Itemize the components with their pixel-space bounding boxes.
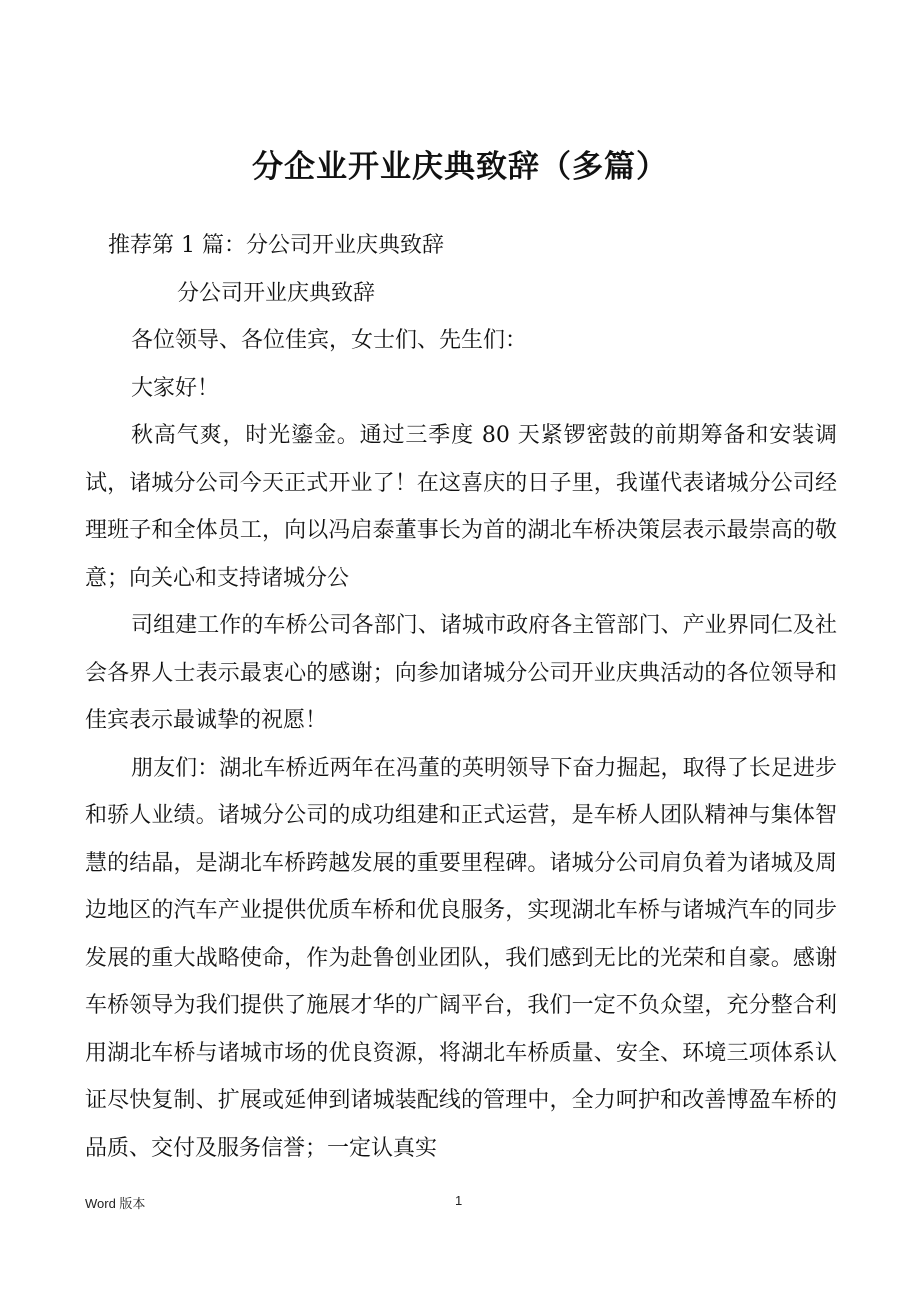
hello-line: 大家好！ <box>131 375 220 401</box>
document-body <box>85 222 837 1172</box>
paragraph-1: 秋高气爽，时光鎏金。通过三季度 80 天紧锣密鼓的前期筹备和安装调试，诸城分公司今天正式开业了！在这喜庆的日子里，我谨代表诸城分公司经理班子和全体员工，向以冯启泰董事长为首的湖北车桥决策层表示最崇高的敬意；向关心和支持诸城分公 <box>85 423 837 591</box>
greeting-line: 各位领导、各位佳宾，女士们、先生们： <box>131 328 528 353</box>
footer-page-number: 1 <box>455 1193 463 1208</box>
paragraph-3: 朋友们：湖北车桥近两年在冯董的英明领导下奋力掘起，取得了长足进步和骄人业绩。诸城分公司的成功组建和正式运营，是车桥人团队精神与集体智慧的结晶，是湖北车桥跨越发展的重要里程碑。诸城分公司肩负着为诸城及周边地区的汽车产业提供优质车桥和优良服务，实现湖北车桥与诸城汽车的同步发展的重大战略使命，作为赴鲁创业团队，我们感到无比的光荣和自豪。感谢车桥领导为我们提供了施展才华的广阔平台，我们一定不负众望，充分整合利用湖北车桥与诸城市场的优良资源，将湖北车桥质量、安全、环境三项体系认证尽快复制、扩展或延伸到诸城装配线的管理中，全力呵护和改善博盈车桥的品质、交付及服务信誉；一定认真实 <box>85 755 837 1161</box>
speech-subtitle: 分公司开业庆典致辞 <box>177 280 376 306</box>
paragraph-2: 司组建工作的车桥公司各部门、诸城市政府各主管部门、产业界同仁及社会各界人士表示最衷心的感谢；向参加诸城分公司开业庆典活动的各位领导和佳宾表示最诚挚的祝愿！ <box>85 613 837 733</box>
recommend-line: 推荐第 1 篇：分公司开业庆典致辞 <box>108 233 444 258</box>
footer-word-version: Word 版本 <box>85 1196 146 1211</box>
document-title: 分企业开业庆典致辞（多篇） <box>252 149 668 185</box>
